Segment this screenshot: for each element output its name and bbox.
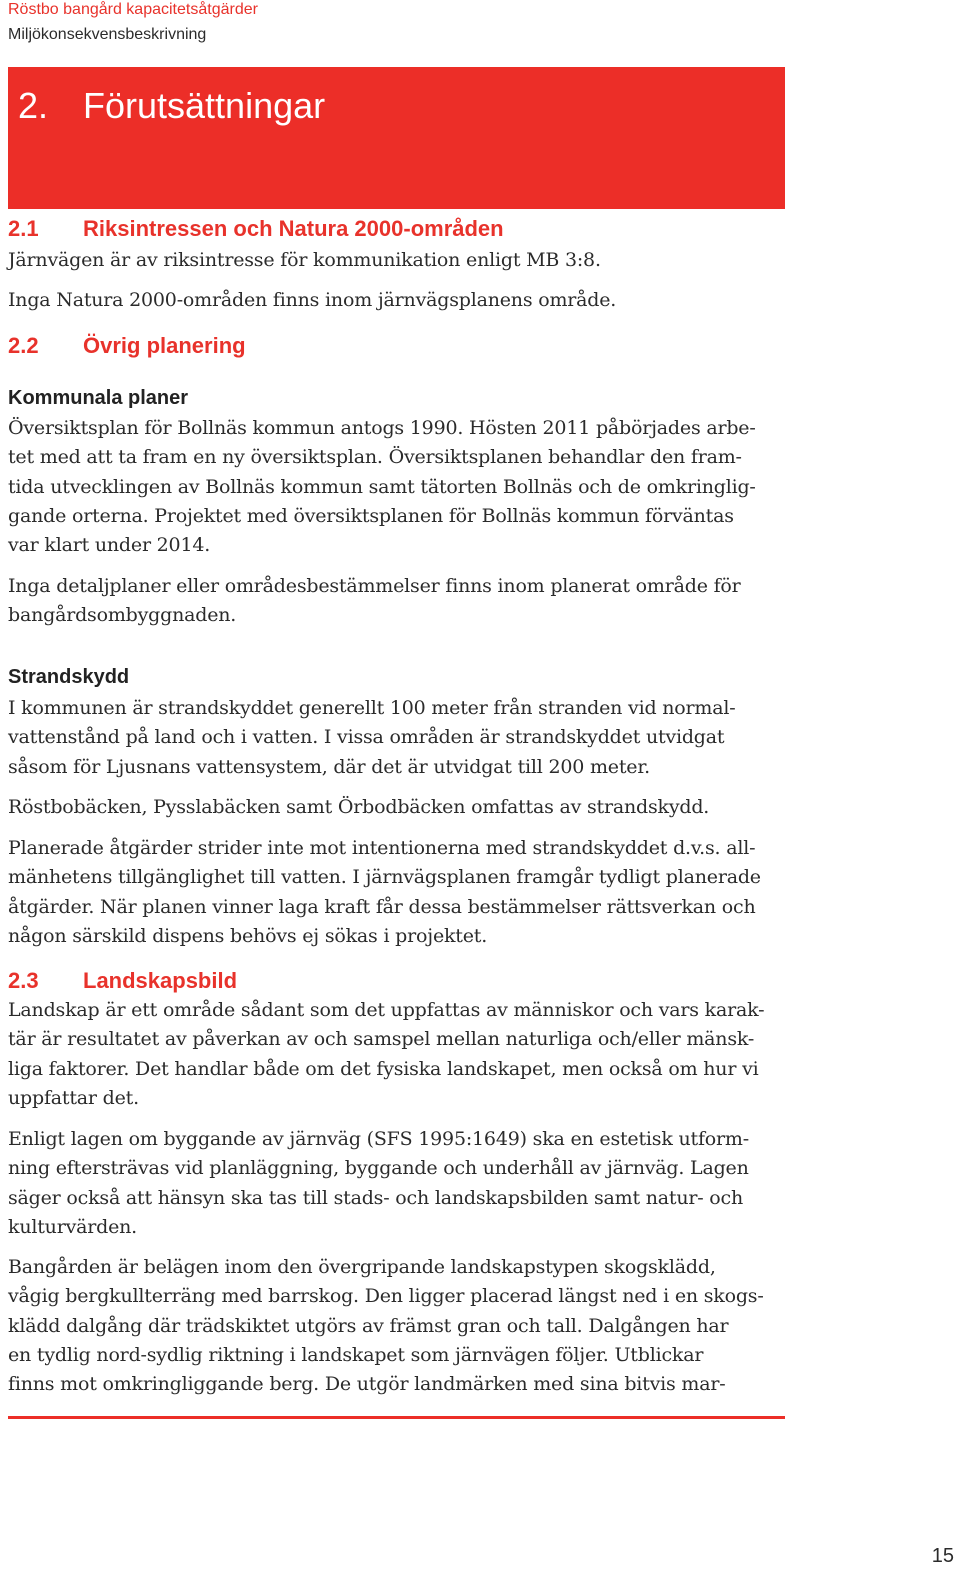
paragraph [8, 414, 783, 560]
text-line: klädd dalgång där trädskiktet utgörs av främst gran och tall. Dalgången har [8, 1314, 729, 1337]
paragraph [8, 246, 783, 275]
text-line: Enligt lagen om byggande av järnväg (SFS 1995:1649) ska en estetisk utform- [8, 1128, 749, 1150]
text-line: tet med att ta fram en ny översiktsplan. Översiktsplanen behandlar den fram- [8, 446, 742, 469]
text-line: Inga Natura 2000-områden finns inom järnvägsplanens område. [8, 289, 617, 311]
section-number: 2.3 [8, 968, 39, 993]
text-line: var klart under 2014. [8, 534, 211, 557]
text-line: Inga detaljplaner eller områdesbestämmelser finns inom planerat område för [8, 575, 741, 597]
text-line: ning eftersträvas vid planläggning, byggande och underhåll av järnväg. Lagen [8, 1157, 749, 1180]
text-line: Järnvägen är av riksintresse för kommunikation enligt MB 3:8. [8, 249, 601, 271]
paragraph [8, 793, 783, 822]
paragraph [8, 286, 783, 315]
section-heading-2-2 [8, 333, 246, 359]
section-number: 2.1 [8, 216, 39, 241]
text-line: kulturvärden. [8, 1215, 138, 1238]
section-number: 2.2 [8, 333, 39, 358]
text-line: gande orterna. Projektet med översiktsplanen för Bollnäs kommun förväntas [8, 504, 734, 527]
paragraph [8, 1253, 783, 1399]
paragraph [8, 1125, 783, 1242]
chapter-banner [8, 67, 785, 209]
running-header-project: Röstbo bangård kapacitetsåtgärder [8, 1, 258, 18]
page-number: 15 [931, 1545, 954, 1567]
text-line: liga faktorer. Det handlar både om det fysiska landskapet, men också om hur vi [8, 1057, 759, 1080]
text-line: vågig bergkullterräng med barrskog. Den ligger placerad längst ned i en skogs- [8, 1285, 764, 1308]
text-line: bangårdsombyggnaden. [8, 604, 237, 627]
text-line: tida utvecklingen av Bollnäs kommun samt tätorten Bollnäs och de omkringlig- [8, 475, 756, 498]
section-title: Riksintressen och Natura 2000-områden [83, 216, 504, 241]
section-title: Landskapsbild [83, 968, 238, 993]
paragraph [8, 572, 783, 631]
paragraph [8, 996, 783, 1113]
chapter-title: Förutsättningar [83, 85, 326, 126]
text-line: Landskap är ett område sådant som det uppfattas av människor och vars karak- [8, 999, 765, 1021]
section-heading-2-1 [8, 216, 504, 242]
paragraph [8, 834, 783, 951]
text-line: Planerade åtgärder strider inte mot intentionerna med strandskyddet d.v.s. all- [8, 837, 756, 859]
text-line: säger också att hänsyn ska tas till stads- och landskapsbilden samt natur- och [8, 1186, 744, 1209]
text-line: I kommunen är strandskyddet generellt 100 meter från stranden vid normal- [8, 697, 736, 719]
text-line: Röstbobäcken, Pysslabäcken samt Örbodbäcken omfattas av strandskydd. [8, 796, 710, 818]
footer-rule [8, 1416, 785, 1419]
text-line: tär är resultatet av påverkan av och samspel mellan naturliga och/eller mänsk- [8, 1028, 755, 1051]
subheading-strandskydd: Strandskydd [8, 666, 130, 688]
text-line: Bangården är belägen inom den övergripande landskapstypen skogsklädd, [8, 1256, 716, 1278]
running-header-doctype: Miljökonsekvensbeskrivning [8, 26, 207, 43]
section-title: Övrig planering [83, 333, 246, 358]
text-line: finns mot omkringliggande berg. De utgör landmärken med sina bitvis mar- [8, 1373, 726, 1396]
text-line: uppfattar det. [8, 1086, 139, 1109]
subheading-kommunala-planer: Kommunala planer [8, 387, 189, 409]
text-line: Översiktsplan för Bollnäs kommun antogs 1990. Hösten 2011 påbörjades arbe- [8, 417, 756, 439]
section-heading-2-3 [8, 968, 237, 994]
text-line: mänhetens tillgänglighet till vatten. I järnvägsplanen framgår tydligt planerade [8, 866, 761, 889]
text-line: vattenstånd på land och i vatten. I vissa områden är strandskyddet utvidgat [8, 726, 725, 749]
chapter-number: 2. [18, 85, 49, 126]
text-line: åtgärder. När planen vinner laga kraft får dessa bestämmelser rättsverkan och [8, 895, 756, 918]
text-line: såsom för Ljusnans vattensystem, där det är utvidgat till 200 meter. [8, 755, 650, 778]
text-line: någon särskild dispens behövs ej sökas i projektet. [8, 924, 488, 947]
text-line: en tydlig nord-sydlig riktning i landskapet som järnvägen följer. Utblickar [8, 1343, 704, 1366]
paragraph [8, 694, 783, 782]
